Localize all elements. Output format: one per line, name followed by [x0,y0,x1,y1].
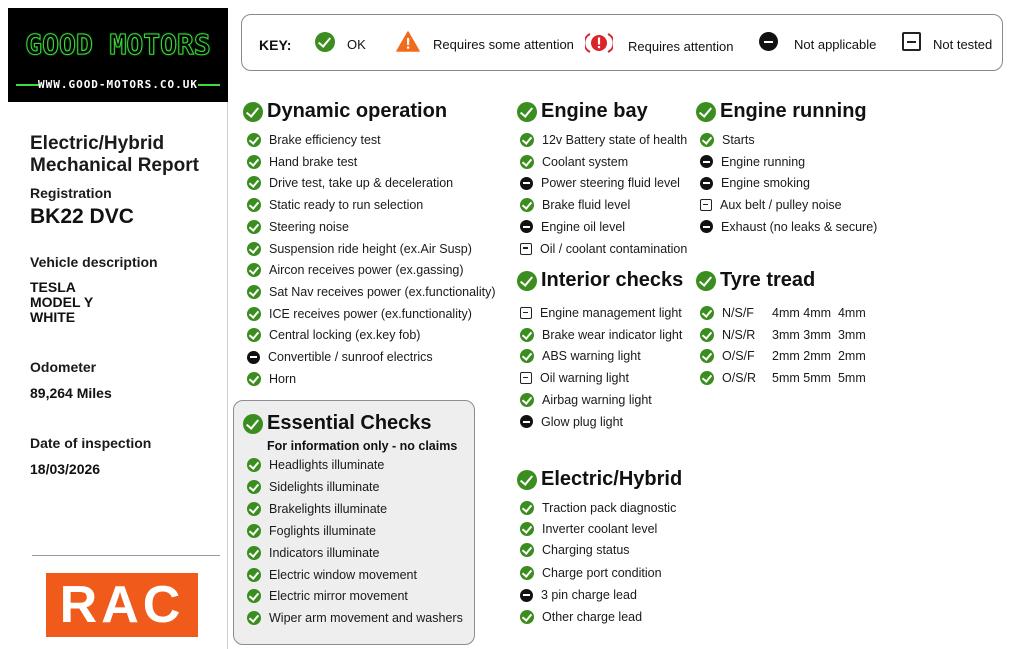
vehicle-make: TESLA [30,279,76,295]
rac-logo-text: RAC [59,576,185,634]
check-circle-icon [700,371,714,385]
check-circle-icon [247,198,261,212]
minus-square-icon [520,243,532,255]
dynamic-item [247,176,453,190]
interior-item [520,306,682,320]
tyre-tread-title: Tyre tread [720,269,816,291]
essential-item-label: Foglights illuminate [269,523,376,538]
key-title: KEY: [259,37,292,53]
check-circle-icon [247,611,261,625]
electric-item [520,566,662,580]
odometer-value: 89,264 Miles [30,385,112,401]
check-circle-icon [247,307,261,321]
engine-running-item-label: Exhaust (no leaks & secure) [721,219,878,234]
check-circle-icon [247,546,261,560]
check-circle-icon [520,501,534,515]
essential-item [247,568,417,582]
essential-item-label: Wiper arm movement and washers [269,611,463,626]
dynamic-item [247,307,472,321]
key-item-some-attention [396,31,574,52]
key-item-ok [315,31,366,52]
essential-item-label: Electric window movement [269,567,417,582]
minus-circle-icon [520,220,533,233]
tyre-tread-heading [696,269,815,292]
dynamic-item-label: Central locking (ex.key fob) [269,328,421,343]
essential-checks-subtitle: For information only - no claims [267,439,458,453]
key-item-attention [585,31,734,55]
dynamic-item-label: Drive test, take up & deceleration [269,176,454,191]
vehicle-description [30,280,93,325]
dynamic-operation-heading [243,100,447,123]
electric-item-label: Charge port condition [542,566,662,580]
interior-item-label: Oil warning light [540,371,629,386]
essential-checks-heading [243,412,432,435]
dynamic-item-label: Horn [269,371,297,386]
essential-item [247,502,387,516]
check-circle-icon [247,133,261,147]
vehicle-details-panel [8,102,228,649]
engine-bay-heading [517,100,648,123]
registration-value: BK22 DVC [30,205,134,228]
interior-item-label: Glow plug light [541,414,623,429]
interior-item [520,393,652,407]
tyre-item-label: N/S/F [722,306,754,320]
engine-bay-item [520,133,687,147]
dynamic-item-label: Static ready to run selection [269,198,424,213]
engine-bay-item-label: Oil / coolant contamination [540,241,688,256]
interior-item [520,415,623,429]
electric-item [520,522,657,536]
essential-item-label: Indicators illuminate [269,545,380,560]
registration-label: Registration [30,185,112,201]
tyre-tread-values: 2mm 2mm 2mm [772,349,866,364]
interior-checks-title: Interior checks [541,269,684,291]
engine-running-item-label: Starts [722,133,755,147]
check-circle-icon [520,133,534,147]
key-item-not-applicable [759,31,876,52]
tyre-item-label: N/S/R [722,327,756,342]
logo-line-right [198,84,220,86]
alert-circle-icon [585,31,613,55]
check-circle-icon [520,349,534,363]
odometer-label: Odometer [30,359,97,375]
left-divider [32,555,220,556]
dynamic-item-label: Brake efficiency test [269,133,381,147]
electric-hybrid-heading [517,468,682,491]
engine-bay-item-label: Engine oil level [541,219,626,234]
engine-running-item [700,198,842,212]
check-circle-icon [520,393,534,407]
essential-item [247,480,379,494]
engine-running-item [700,155,805,169]
dynamic-item-label: Aircon receives power (ex.gassing) [269,263,464,278]
status-key [241,14,1003,71]
check-circle-icon [315,32,335,52]
check-circle-icon [247,328,261,342]
inspection-date-label: Date of inspection [30,435,152,451]
essential-checks-title: Essential Checks [267,412,432,434]
engine-bay-item-label: Coolant system [542,154,629,169]
check-circle-icon [520,155,534,169]
check-circle-icon [247,480,261,494]
inspection-date-value: 18/03/2026 [30,461,101,477]
tyre-item [700,306,866,320]
engine-running-item [700,220,877,234]
electric-item-label: Charging status [542,543,630,557]
dynamic-item-label: Hand brake test [269,154,358,169]
good-motors-logo [8,8,228,102]
logo-url: WWW.GOOD-MOTORS.CO.UK [37,78,199,91]
engine-bay-item-label: Brake fluid level [542,198,631,213]
engine-running-title: Engine running [720,100,867,122]
minus-square-icon [520,372,532,384]
tyre-item [700,349,866,364]
check-circle-icon [247,458,261,472]
dynamic-item [247,220,349,234]
check-circle-icon [247,372,261,386]
check-circle-icon [247,285,261,299]
minus-circle-icon [759,32,778,51]
essential-checks-box [233,400,475,645]
minus-square-icon [700,199,712,211]
engine-bay-item [520,176,680,190]
dynamic-item [247,133,381,147]
dynamic-item-label: Convertible / sunroof electrics [268,350,433,364]
dynamic-item-label: Suspension ride height (ex.Air Susp) [269,241,472,256]
dynamic-item [247,155,357,169]
electric-item [520,610,642,624]
check-circle-icon [700,349,714,363]
tyre-tread-values: 4mm 4mm 4mm [772,306,866,320]
vehicle-description-label: Vehicle description [30,254,158,270]
engine-running-item-label: Aux belt / pulley noise [720,198,842,213]
check-circle-icon [520,543,534,557]
key-label-ok: OK [347,37,366,52]
essential-item [247,458,384,472]
dynamic-item [247,242,472,256]
engine-running-item [700,133,755,147]
dynamic-item-label: Sat Nav receives power (ex.functionality) [269,284,496,299]
dynamic-item [247,350,433,364]
check-circle-icon [520,198,534,212]
check-circle-icon [247,589,261,603]
minus-circle-icon [700,155,713,168]
engine-running-heading [696,100,867,123]
essential-item-label: Headlights illuminate [269,458,385,472]
tyre-item [700,371,866,386]
check-circle-icon [517,102,537,122]
tyre-tread-values: 3mm 3mm 3mm [772,327,866,342]
essential-item [247,611,463,625]
rac-logo [46,573,198,637]
check-circle-icon [247,524,261,538]
minus-circle-icon [700,220,713,233]
vehicle-model: MODEL Y [30,294,94,310]
check-circle-icon [700,328,714,342]
interior-item-label: ABS warning light [542,349,641,364]
report-title-line2: Mechanical Report [30,155,199,176]
dynamic-item [247,285,495,299]
engine-bay-title: Engine bay [541,100,648,122]
check-circle-icon [520,328,534,342]
engine-bay-item-label: Power steering fluid level [541,176,680,191]
check-circle-icon [247,176,261,190]
minus-circle-icon [700,177,713,190]
engine-bay-item [520,242,687,256]
dynamic-item [247,372,296,386]
electric-item-label: Other charge lead [542,610,643,624]
essential-item [247,524,376,538]
check-circle-icon [696,271,716,291]
check-circle-icon [243,102,263,122]
engine-bay-item [520,220,625,234]
interior-item [520,371,629,385]
tyre-item-label: O/S/R [722,371,757,386]
check-circle-icon [520,610,534,624]
electric-item [520,588,637,602]
interior-item [520,328,682,342]
engine-bay-item [520,155,628,169]
minus-circle-icon [520,415,533,428]
tyre-item [700,327,866,342]
dynamic-item [247,328,420,342]
minus-circle-icon [247,351,260,364]
electric-item-label: Inverter coolant level [542,522,658,536]
essential-item [247,589,408,603]
key-label-not-applicable: Not applicable [794,37,877,52]
electric-item [520,501,676,515]
essential-item-label: Sidelights illuminate [269,479,380,494]
essential-item-label: Brakelights illuminate [269,501,388,516]
report-title [30,133,199,177]
essential-item [247,546,379,560]
electric-item-label: Traction pack diagnostic [542,501,677,515]
minus-square-icon [902,32,921,51]
dynamic-item [247,263,464,277]
report-title-line1: Electric/Hybrid [30,133,165,154]
check-circle-icon [247,568,261,582]
interior-item-label: Brake wear indicator light [542,327,683,342]
check-circle-icon [700,133,714,147]
essential-item-label: Electric mirror movement [269,589,408,604]
warning-triangle-icon [396,31,420,52]
engine-bay-item [520,198,630,212]
check-circle-icon [247,263,261,277]
dynamic-operation-title: Dynamic operation [267,100,448,122]
minus-circle-icon [520,589,533,602]
check-circle-icon [700,306,714,320]
interior-item [520,349,641,363]
check-circle-icon [247,242,261,256]
check-circle-icon [517,470,537,490]
check-circle-icon [520,522,534,536]
check-circle-icon [520,566,534,580]
check-circle-icon [247,155,261,169]
electric-item [520,543,630,557]
electric-hybrid-title: Electric/Hybrid [541,468,683,490]
check-circle-icon [243,414,263,434]
logo-title: GOOD MOTORS [25,28,211,61]
key-item-not-tested [902,31,992,52]
minus-circle-icon [520,177,533,190]
check-circle-icon [517,271,537,291]
minus-square-icon [520,307,532,319]
dynamic-item-label: Steering noise [269,219,349,234]
interior-item-label: Airbag warning light [542,392,652,407]
engine-running-item-label: Engine running [721,154,806,169]
key-label-attention: Requires attention [628,38,734,54]
engine-running-item-label: Engine smoking [721,176,810,191]
engine-running-item [700,176,810,190]
dynamic-item [247,198,423,212]
tyre-tread-values: 5mm 5mm 5mm [772,371,866,386]
key-label-not-tested: Not tested [933,37,993,52]
interior-item-label: Engine management light [540,306,682,320]
electric-item-label: 3 pin charge lead [541,588,637,602]
tyre-item-label: O/S/F [722,349,755,364]
vehicle-colour: WHITE [30,309,76,325]
check-circle-icon [696,102,716,122]
dynamic-item-label: ICE receives power (ex.functionality) [269,306,472,321]
check-circle-icon [247,220,261,234]
interior-checks-heading [517,269,683,292]
engine-bay-item-label: 12v Battery state of health [542,133,688,147]
key-label-some-attention: Requires some attention [433,37,574,52]
check-circle-icon [247,502,261,516]
